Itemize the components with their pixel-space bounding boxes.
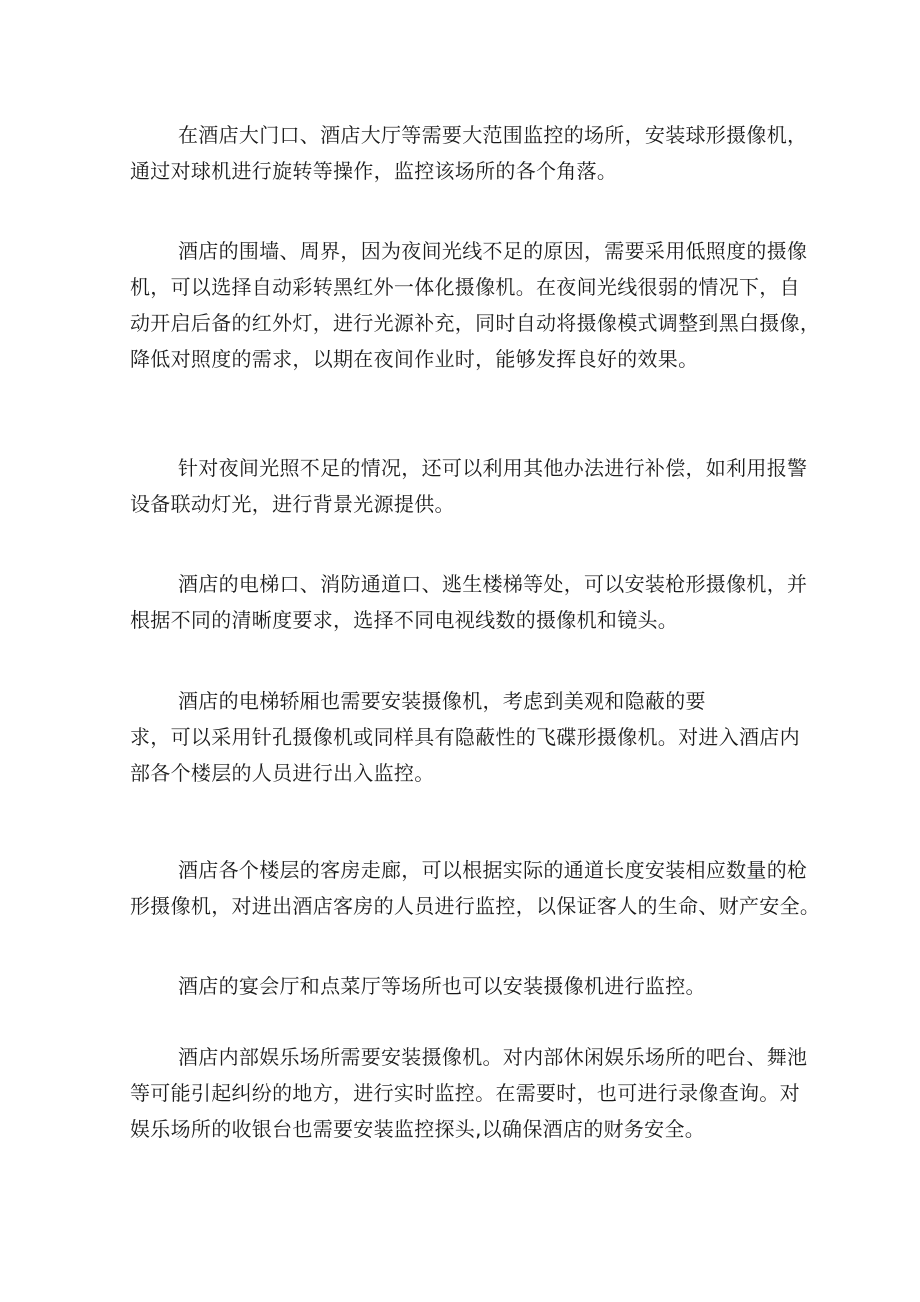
paragraph-line: 娱乐场所的收银台也需要安装监控探头,以确保酒店的财务安全。 [130, 1117, 706, 1141]
paragraph-line: 酒店的围墙、周界，因为夜间光线不足的原因，需要采用低照度的摄像 [178, 239, 808, 263]
paragraph-line: 酒店的电梯口、消防通道口、逃生楼梯等处，可以安装枪形摄像机，并 [178, 572, 808, 596]
paragraph-banquet-halls [130, 968, 810, 1004]
paragraph-line: 降低对照度的需求，以期在夜间作业时，能够发挥良好的效果。 [130, 347, 699, 371]
paragraph-line: 通过对球机进行旋转等操作，监控该场所的各个角落。 [130, 159, 618, 183]
paragraph-perimeter-cameras [130, 233, 821, 377]
paragraph-line: 酒店内部娱乐场所需要安装摄像机。对内部休闲娱乐场所的吧台、舞池 [178, 1045, 808, 1069]
paragraph-line: 等可能引起纠纷的地方，进行实时监控。在需要时，也可进行录像查询。对 [130, 1081, 800, 1105]
paragraph-line: 针对夜间光照不足的情况，还可以利用其他办法进行补偿，如利用报警 [178, 456, 808, 480]
paragraph-lobby-cameras [130, 117, 810, 189]
paragraph-line: 根据不同的清晰度要求，选择不同电视线数的摄像机和镜头。 [130, 608, 679, 632]
paragraph-line: 设备联动灯光，进行背景光源提供。 [130, 492, 455, 516]
paragraph-line: 酒店的电梯轿厢也需要安装摄像机，考虑到美观和隐蔽的要 [178, 689, 706, 713]
paragraph-elevator-exits [130, 566, 810, 638]
paragraph-line: 求，可以采用针孔摄像机或同样具有隐蔽性的飞碟形摄像机。对进入酒店内 [130, 725, 800, 749]
paragraph-elevator-car [130, 683, 810, 791]
paragraph-entertainment-venues [130, 1039, 810, 1147]
paragraph-line: 在酒店大门口、酒店大厅等需要大范围监控的场所，安装球形摄像机， [178, 123, 808, 147]
paragraph-line: 形摄像机，对进出酒店客房的人员进行监控，以保证客人的生命、财产安全。 [130, 894, 821, 918]
paragraph-line: 机，可以选择自动彩转黑红外一体化摄像机。在夜间光线很弱的情况下，自 [130, 275, 800, 299]
paragraph-low-light-compensation [130, 450, 810, 522]
paragraph-line: 酒店各个楼层的客房走廊，可以根据实际的通道长度安装相应数量的枪 [178, 858, 808, 882]
paragraph-line: 酒店的宴会厅和点菜厅等场所也可以安装摄像机进行监控。 [178, 974, 706, 998]
paragraph-guest-corridors [130, 852, 821, 924]
paragraph-line: 部各个楼层的人员进行出入监控。 [130, 761, 435, 785]
paragraph-line: 动开启后备的红外灯，进行光源补充，同时自动将摄像模式调整到黑白摄像， [130, 311, 821, 335]
